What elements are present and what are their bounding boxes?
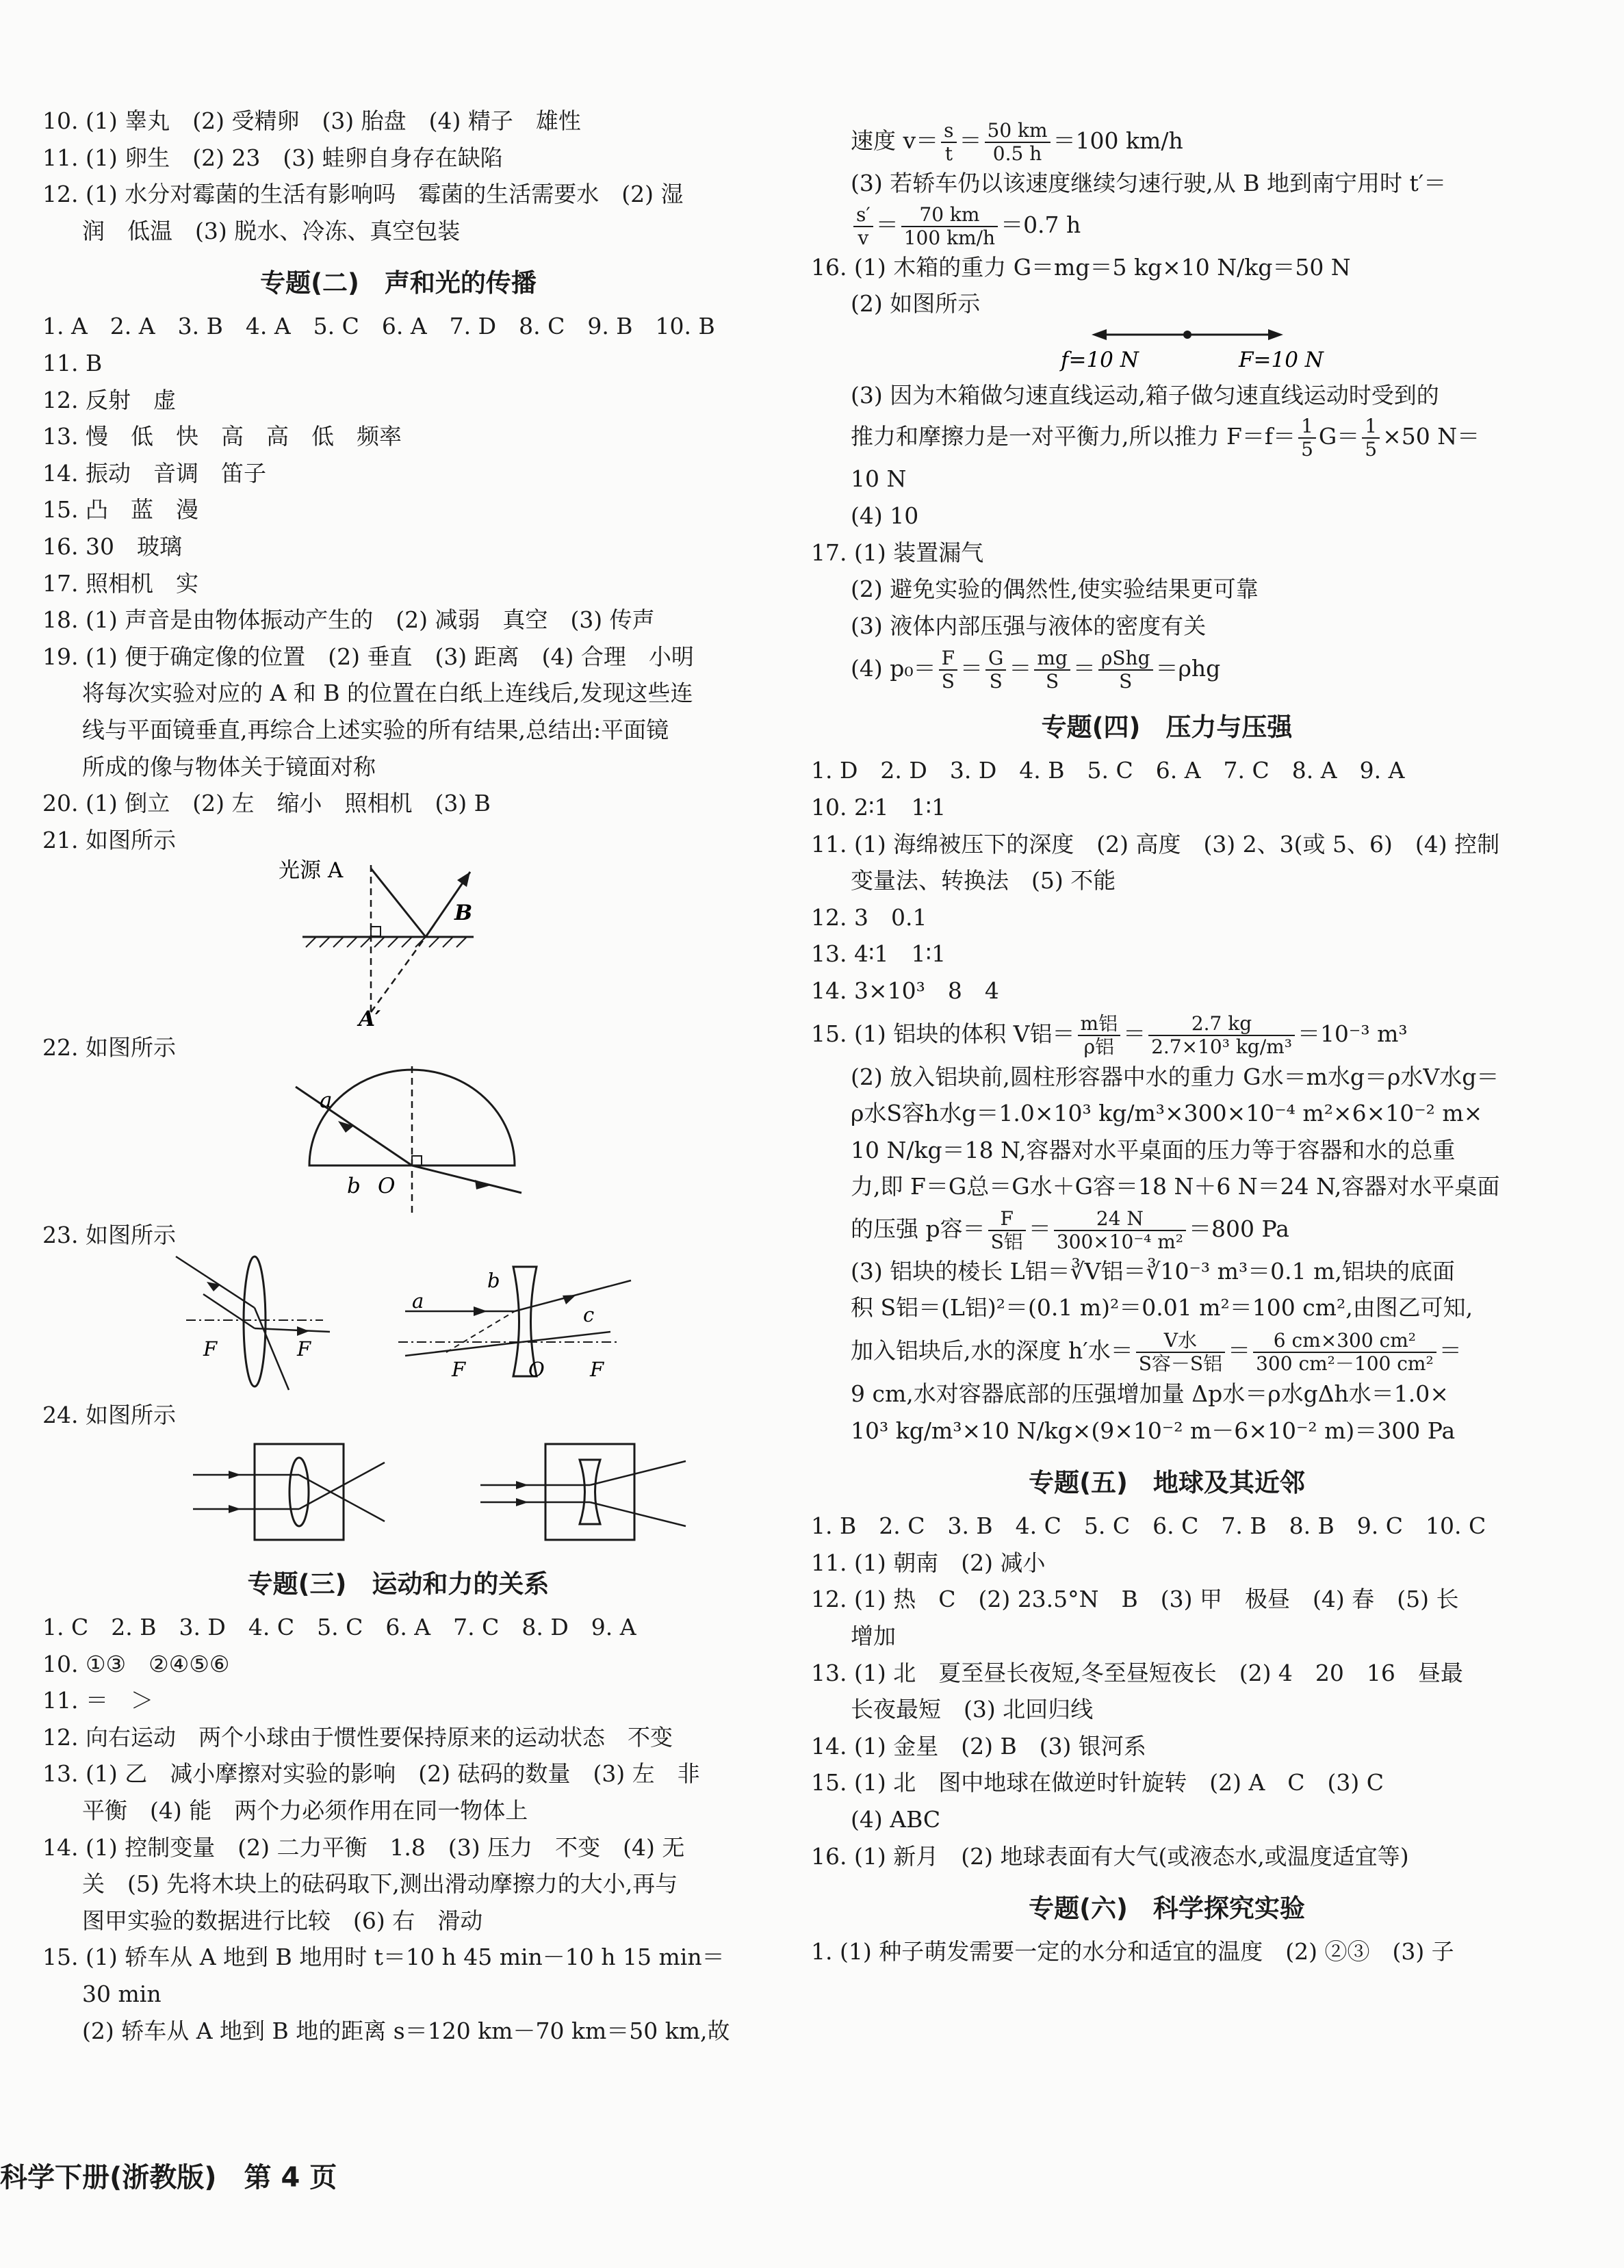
right-column [811,118,1523,1970]
answer-line: 1. C 2. B 3. D 4. C 5. C 6. A 7. C 8. D 9. A [42,1614,636,1641]
fig22-label-b: b [347,1173,361,1198]
answer-line: 图甲实验的数据进行比较 (6) 右 滑动 [82,1907,483,1934]
answer-line: (3) 液体内部压强与液体的密度有关 [851,612,1207,639]
answer-line: 14. 振动 音调 笛子 [42,459,266,487]
fig23-label-f: F [203,1337,218,1361]
answer-line: 12. 反射 虚 [42,386,176,413]
answer-line: 将每次实验对应的 A 和 B 的位置在白纸上连线后,发现这些连 [82,680,693,707]
answer-line: 12. 向右运动 两个小球由于惯性要保持原来的运动状态 不变 [42,1723,673,1751]
lens-diagram [42,1253,754,1397]
fig22-label-o: O [378,1173,396,1198]
fig21-label-a-prime: A′ [359,1007,381,1030]
force-diagram [811,322,1523,377]
fraction: $\frac{70 km}{100 km/h}$ [901,204,998,249]
answer-line: 1. D 2. D 3. D 4. B 5. C 6. A 7. C 8. A 9. A [811,757,1405,784]
answer-line: 24. 如图所示 [42,1402,176,1429]
section-heading-6: 专题(六) 科学探究实验 [1029,1894,1305,1924]
answer-line: 14. (1) 金星 (2) B (3) 银河系 [811,1732,1146,1760]
answer-line: 变量法、转换法 (5) 不能 [851,867,1116,894]
answer-line: 增加 [851,1623,896,1650]
answer-line: $\frac{s'}{v}$ ＝ $\frac{70 km}{100 km/h}$ ＝0.7 h [811,202,1523,249]
fraction: $\frac{24 N}{\text{300×10⁻⁴ m²}}$ [1054,1208,1186,1253]
answer-line: 10³ kg/m³×10 N/kg×(9×10⁻² m－6×10⁻² m)＝300 Pa [851,1417,1456,1444]
answer-line: 18. (1) 声音是由物体振动产生的 (2) 减弱 真空 (3) 传声 [42,606,655,634]
answer-line: 15. (1) 轿车从 A 地到 B 地用时 t＝10 h 45 min－10 h 15 min＝ [42,1944,725,1971]
answer-line: 1. A 2. A 3. B 4. A 5. C 6. A 7. D 8. C 9. B 10. B [42,313,715,340]
answer-line: 10. ①③ ②④⑤⑥ [42,1650,230,1677]
answer-line: (4) ABC [851,1806,941,1833]
answer-line: (2) 轿车从 A 地到 B 地的距离 s＝120 km－70 km＝50 km,故 [82,2017,730,2044]
answer-line: 12. (1) 水分对霉菌的生活有影响吗 霉菌的生活需要水 (2) 湿 [42,181,684,208]
answer-line: 17. (1) 装置漏气 [811,539,984,566]
answer-line: 23. 如图所示 [42,1221,176,1248]
answer-line: ρ水S容h水g＝1.0×10³ kg/m³×300×10⁻⁴ m²×6×10⁻² m× [851,1100,1483,1127]
figure-16-forces [811,322,1523,377]
box-lens-diagram [42,1434,754,1550]
answer-line: (3) 若轿车仍以该速度继续匀速行驶,从 B 地到南宁用时 t′＝ [851,170,1447,196]
fraction: $\frac{F}{\text{S铝}}$ [988,1208,1026,1253]
fig21-label-a: 光源 A [279,858,344,884]
fraction: $\frac{G}{S}$ [985,647,1006,693]
semicircle-diagram [42,1066,754,1217]
answer-line: 16. (1) 木箱的重力 G＝mg＝5 kg×10 N/kg＝50 N [811,253,1351,281]
answer-line: 速度 v＝ $\frac{s}{t}$ ＝ $\frac{50 km}{0.5 h}$ ＝100 km/h [851,119,1183,165]
answer-line: 22. 如图所示 [42,1034,176,1061]
answer-line: (4) 10 [851,502,919,529]
answer-line: 14. 3×10³ 8 4 [811,977,999,1004]
answer-line: 10. 2∶1 1∶1 [811,793,946,821]
fraction: $\frac{s'}{v}$ [853,204,873,249]
fraction: $\frac{1}{5}$ [1298,415,1316,461]
fraction: $\frac{F}{S}$ [939,647,957,693]
answer-line: 15. (1) 铝块的体积 V铝＝ $\frac{\text{m铝}}{\text{ρ铝}}$ ＝ $\frac{2.7 kg}{\text{2.7×10³ kg/m³}}$ ＝10⁻³ m³ [811,1011,1408,1058]
answer-line: 11. B [42,349,103,376]
answer-line: 9 cm,水对容器底部的压强增加量 Δp水＝ρ水gΔh水＝1.0× [851,1380,1449,1408]
fraction: $\frac{\text{6 cm×300 cm²}}{\text{300 cm²－100 cm²}}$ [1253,1330,1436,1375]
fig23-label-a: a [412,1289,424,1313]
fig23-label-f: F [452,1358,466,1382]
fig16-label-F: F=10 N [1239,347,1324,372]
answer-line: (2) 放入铝块前,圆柱形容器中水的重力 G水＝m水g＝ρ水V水g＝ [851,1063,1499,1090]
answer-line: 的压强 p容＝ $\frac{F}{\text{S铝}}$ ＝ $\frac{24 N}{\text{300×10⁻⁴ m²}}$ ＝800 Pa [851,1207,1289,1253]
section-heading-4: 专题(四) 压力与压强 [1041,712,1293,743]
answer-line: 10 N/kg＝18 N,容器对水平桌面的压力等于容器和水的总重 [851,1136,1456,1163]
answer-line: 12. 3 0.1 [811,903,927,931]
answer-line: 1. (1) 种子萌发需要一定的水分和适宜的温度 (2) ②③ (3) 子 [811,1938,1454,1966]
fraction: $\frac{\text{V水}}{\text{S容－S铝}}$ [1136,1330,1225,1375]
answer-line: 推力和摩擦力是一对平衡力,所以推力 F＝f＝ $\frac{1}{5}$ G＝ $\frac{1}{5}$ ×50 N＝ [851,415,1480,461]
fig23-label-f: F [297,1337,311,1361]
fig23-label-b: b [487,1269,500,1293]
answer-line: 14. (1) 控制变量 (2) 二力平衡 1.8 (3) 压力 不变 (4) 无 [42,1833,685,1861]
fig21-label-b: B [454,901,473,926]
figure-23-lenses [42,1253,754,1397]
fig23-label-f: F [590,1358,604,1382]
answer-line: 10. (1) 睾丸 (2) 受精卵 (3) 胎盘 (4) 精子 雄性 [42,107,581,134]
fraction: $\frac{s}{t}$ [941,120,956,165]
answer-line: 10 N [851,465,907,493]
fraction: $\frac{\text{m铝}}{\text{ρ铝}}$ [1078,1013,1121,1058]
fraction: $\frac{\text{ρShg}}{S}$ [1098,647,1153,693]
answer-line: 所成的像与物体关于镜面对称 [82,753,376,780]
mirror-diagram [42,858,754,1029]
fraction: $\frac{50 km}{0.5 h}$ [985,120,1051,165]
fig22-label-a: a [320,1087,333,1113]
answer-line: (3) 因为木箱做匀速直线运动,箱子做匀速直线运动时受到的 [851,381,1439,409]
page-footer: 科学下册(浙教版) 第 4 页 [0,2162,337,2193]
answer-line: 11. (1) 海绵被压下的深度 (2) 高度 (3) 2、3(或 5、6) (4) 控制 [811,830,1500,858]
fraction: $\frac{1}{5}$ [1362,415,1380,461]
answer-line: 1. B 2. C 3. B 4. C 5. C 6. C 7. B 8. B 9. C 10. C [811,1512,1486,1540]
figure-24-box-lenses [42,1434,754,1550]
answer-line: 加入铝块后,水的深度 h′水＝ $\frac{\text{V水}}{\text{S容－S铝}}$ ＝ $\frac{\text{6 cm×300 cm²}}{\text{300 cm²－100 cm²}}$ ＝ [851,1329,1462,1376]
section-heading-2: 专题(二) 声和光的传播 [260,268,537,298]
answer-line: 11. ＝ ＞ [42,1687,153,1714]
answer-line: 润 低温 (3) 脱水、冷冻、真空包装 [82,217,461,244]
answer-line: 平衡 (4) 能 两个力必须作用在同一物体上 [82,1797,528,1825]
answer-line: 21. 如图所示 [42,826,176,853]
answer-line: 线与平面镜垂直,再综合上述实验的所有结果,总结出:平面镜 [82,716,669,743]
answer-line: 13. 4∶1 1∶1 [811,940,946,968]
answer-line: (3) 铝块的棱长 L铝＝∛V铝＝∛10⁻³ m³＝0.1 m,铝块的底面 [851,1257,1455,1285]
left-column [42,103,754,2049]
section-heading-3: 专题(三) 运动和力的关系 [247,1569,550,1599]
answer-line: 12. (1) 热 C (2) 23.5°N B (3) 甲 极昼 (4) 春 (5) 长 [811,1586,1459,1613]
answer-line: 15. 凸 蓝 漫 [42,496,198,524]
answer-line: 力,即 F＝G总＝G水＋G容＝18 N＋6 N＝24 N,容器对水平桌面 [851,1173,1500,1200]
answer-line: 13. (1) 北 夏至昼长夜短,冬至昼短夜长 (2) 4 20 16 昼最 [811,1659,1463,1686]
answer-line: (4) p₀＝ $\frac{F}{S}$ ＝ $\frac{G}{S}$ ＝ $\frac{mg}{S}$ ＝ $\frac{\text{ρShg}}{S}$ ＝ρhg [851,647,1221,693]
section-heading-5: 专题(五) 地球及其近邻 [1029,1468,1305,1498]
fraction: $\frac{mg}{S}$ [1034,647,1070,693]
answer-line: (2) 避免实验的偶然性,使实验结果更可靠 [851,576,1259,603]
figure-22-refraction [42,1066,754,1217]
answer-line: 13. 慢 低 快 高 高 低 频率 [42,423,402,450]
answer-line: 15. (1) 北 图中地球在做逆时针旋转 (2) A C (3) C [811,1769,1384,1796]
fig16-label-f: f=10 N [1061,347,1139,372]
fig23-label-o: O [528,1358,545,1382]
answer-line: 16. (1) 新月 (2) 地球表面有大气(或液态水,或温度适宜等) [811,1842,1409,1870]
fraction: $\frac{2.7 kg}{\text{2.7×10³ kg/m³}}$ [1148,1013,1295,1058]
answer-line: 长夜最短 (3) 北回归线 [851,1696,1094,1723]
answer-line: 17. 照相机 实 [42,569,198,597]
figure-21-mirror [42,858,754,1029]
answer-line: 11. (1) 卵生 (2) 23 (3) 蛙卵自身存在缺陷 [42,144,503,171]
answer-line: 11. (1) 朝南 (2) 减小 [811,1549,1046,1576]
answer-line: (2) 如图所示 [851,290,981,318]
answer-line: 积 S铝＝(L铝)²＝(0.1 m)²＝0.01 m²＝100 cm²,由图乙可知, [851,1294,1473,1322]
answer-line: 关 (5) 先将木块上的砝码取下,测出滑动摩擦力的大小,再与 [82,1870,678,1898]
answer-line: 20. (1) 倒立 (2) 左 缩小 照相机 (3) B [42,790,491,817]
answer-line: 13. (1) 乙 减小摩擦对实验的影响 (2) 砝码的数量 (3) 左 非 [42,1760,700,1788]
fig23-label-c: c [583,1303,595,1327]
answer-line: 30 min [82,1981,162,2007]
answer-line: 16. 30 玻璃 [42,532,182,560]
answer-line: 19. (1) 便于确定像的位置 (2) 垂直 (3) 距离 (4) 合理 小明 [42,643,694,670]
